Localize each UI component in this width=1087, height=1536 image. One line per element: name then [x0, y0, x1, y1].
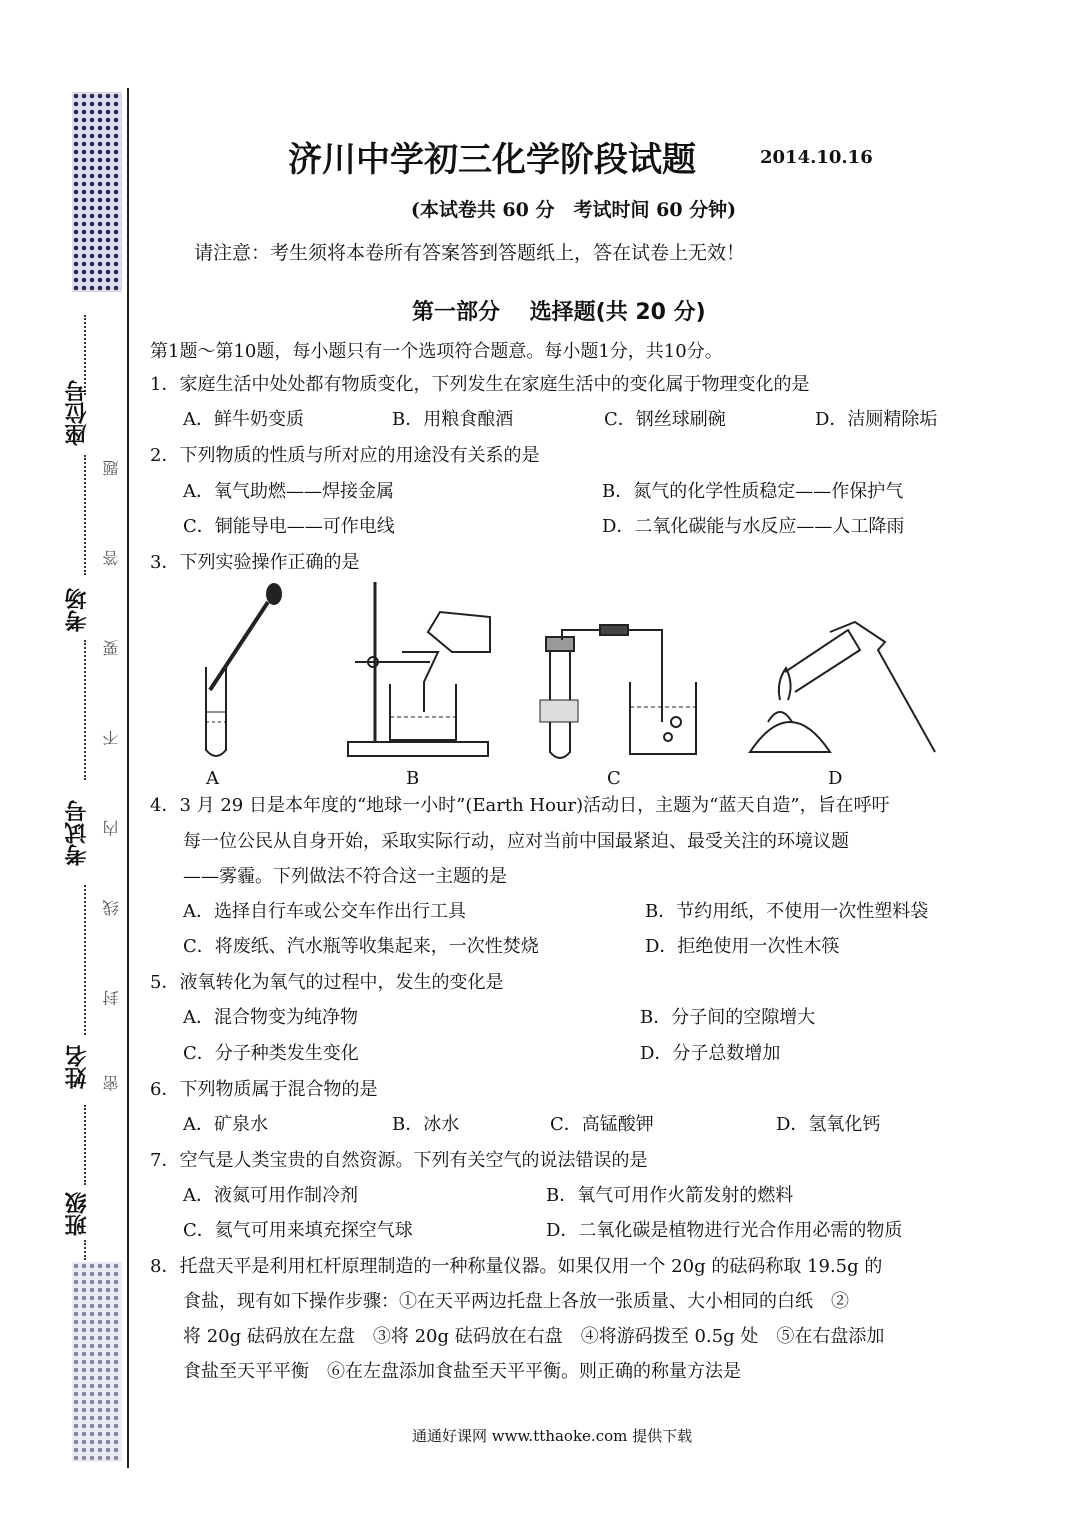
- exam-title: 济川中学初三化学阶段试题: [288, 140, 696, 180]
- exam-notice: 请注意：考生须将本卷所有答案答到答题纸上，答在试卷上无效！: [194, 242, 746, 264]
- question-5-option-a: A．混合物变为纯净物: [183, 1007, 358, 1028]
- question-2-stem: 2．下列物质的性质与所对应的用途没有关系的是: [150, 445, 540, 466]
- question-2-option-b: B．氮气的化学性质稳定——作保护气: [602, 481, 904, 502]
- binding-note: 密: [102, 1075, 121, 1091]
- question-4-option-a: A．选择自行车或公交车作出行工具: [183, 901, 466, 922]
- question-3-stem: 3．下列实验操作正确的是: [150, 552, 360, 573]
- question-6-option-d: D．氢氧化钙: [776, 1114, 881, 1135]
- question-8-stem-line-4: 食盐至天平平衡 ⑥在左盘添加食盐至天平平衡。则正确的称量方法是: [183, 1361, 741, 1382]
- dotted-line: [84, 640, 86, 780]
- question-1-option-d: D．洁厕精除垢: [815, 409, 938, 430]
- question-2-option-d: D．二氧化碳能与水反应——人工降雨: [602, 516, 905, 537]
- question-4-stem-line-3: ——雾霾。下列做法不符合这一主题的是: [183, 866, 507, 887]
- lab-apparatus-figures: [190, 572, 950, 767]
- question-2-option-c: C．铜能导电——可作电线: [183, 516, 395, 537]
- question-7-option-a: A．液氮可用作制冷剂: [183, 1185, 358, 1206]
- figure-d-heating: [750, 622, 935, 752]
- figure-label-d: D: [828, 768, 843, 789]
- dotted-line: [84, 1105, 86, 1185]
- question-6-option-a: A．矿泉水: [183, 1114, 268, 1135]
- figure-b-filtration: [348, 582, 490, 756]
- binding-note: 封: [102, 990, 121, 1006]
- question-4-option-c: C．将废纸、汽水瓶等收集起来，一次性焚烧: [183, 936, 539, 957]
- binding-note: 要: [102, 640, 121, 656]
- question-5-option-d: D．分子总数增加: [640, 1043, 781, 1064]
- question-4-option-b: B．节约用纸，不使用一次性塑料袋: [645, 901, 929, 922]
- figure-a-dropper: [206, 584, 281, 756]
- question-7-option-b: B．氧气可用作火箭发射的燃料: [546, 1185, 794, 1206]
- question-1-option-a: A．鲜牛奶变质: [183, 409, 304, 430]
- question-8-stem-line-1: 8．托盘天平是利用杠杆原理制造的一种称量仪器。如果仅用一个 20g 的砝码称取 19.5g 的: [150, 1256, 883, 1277]
- question-6-option-b: B．冰水: [392, 1114, 460, 1135]
- question-1-option-c: C．钢丝球刷碗: [604, 409, 726, 430]
- exam-room-label: 考场: [65, 588, 90, 632]
- dotted-line: [84, 455, 86, 575]
- question-7-stem: 7．空气是人类宝贵的自然资源。下列有关空气的说法错误的是: [150, 1150, 648, 1171]
- section-instruction: 第1题～第10题，每小题只有一个选项符合题意。每小题1分，共10分。: [150, 341, 723, 362]
- decorative-pattern-top: [72, 92, 122, 292]
- exam-date: 2014.10.16: [760, 147, 873, 168]
- exam-subtitle: (本试卷共 60 分 考试时间 60 分钟): [410, 199, 737, 221]
- question-4-stem-line-2: 每一位公民从自身开始，采取实际行动，应对当前中国最紧迫、最受关注的环境议题: [183, 831, 849, 852]
- question-8-stem-line-2: 食盐，现有如下操作步骤：①在天平两边托盘上各放一张质量、大小相同的白纸 ②: [183, 1291, 849, 1312]
- question-4-option-d: D．拒绝使用一次性木筷: [645, 936, 840, 957]
- figure-label-b: B: [406, 768, 420, 789]
- binding-line: [127, 88, 129, 1468]
- question-6-stem: 6．下列物质属于混合物的是: [150, 1079, 378, 1100]
- dotted-line: [84, 885, 86, 1035]
- figure-c-gas-collection: [540, 625, 696, 758]
- question-7-option-c: C．氦气可用来填充探空气球: [183, 1220, 413, 1241]
- question-7-option-d: D．二氧化碳是植物进行光合作用必需的物质: [546, 1220, 903, 1241]
- page-footer: 通通好课网 www.tthaoke.com 提供下载: [412, 1427, 693, 1445]
- exam-number-label: 考试号: [65, 800, 90, 866]
- binding-note: 答: [102, 550, 121, 566]
- question-4-stem-line-1: 4．3 月 29 日是本年度的“地球一小时”(Earth Hour)活动日，主题为“蓝天自造”，旨在呼吁: [150, 795, 890, 816]
- class-label: 班级: [65, 1192, 90, 1236]
- question-5-option-b: B．分子间的空隙增大: [640, 1007, 816, 1028]
- question-2-option-a: A．氧气助燃——焊接金属: [183, 481, 394, 502]
- figure-label-a: A: [206, 768, 219, 789]
- seat-number-label: 座位号: [65, 380, 90, 446]
- question-5-option-c: C．分子种类发生变化: [183, 1043, 359, 1064]
- question-6-option-c: C．高锰酸钾: [550, 1114, 654, 1135]
- dotted-line: [84, 1240, 86, 1260]
- section-title: 第一部分 选择题(共 20 分): [412, 300, 706, 325]
- binding-note: 线: [102, 900, 121, 916]
- decorative-pattern-bottom: [72, 1262, 122, 1462]
- question-1-option-b: B．用粮食酿酒: [392, 409, 514, 430]
- binding-note: 内: [102, 820, 121, 836]
- figure-label-c: C: [607, 768, 621, 789]
- question-8-stem-line-3: 将 20g 砝码放在左盘 ③将 20g 砝码放在右盘 ④将游码拨至 0.5g 处 ⑤在右盘添加: [183, 1326, 885, 1347]
- question-5-stem: 5．液氧转化为氧气的过程中，发生的变化是: [150, 972, 504, 993]
- question-1-stem: 1．家庭生活中处处都有物质变化，下列发生在家庭生活中的变化属于物理变化的是: [150, 374, 810, 395]
- binding-note: 题: [102, 460, 121, 476]
- binding-note: 不: [102, 730, 121, 746]
- name-label: 姓名: [65, 1045, 90, 1089]
